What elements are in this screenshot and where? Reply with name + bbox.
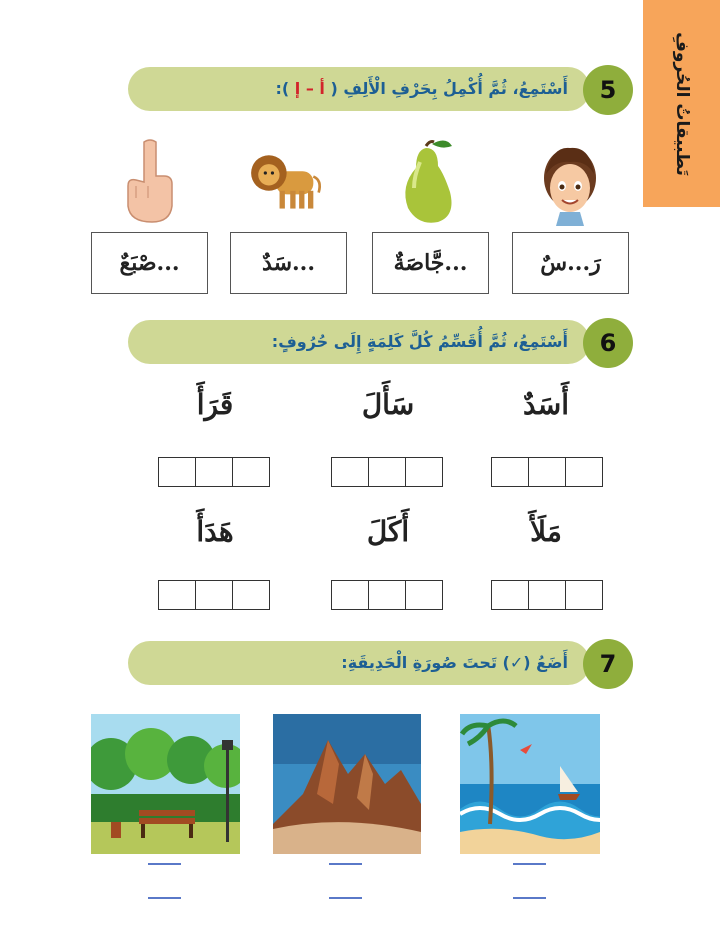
finger-image: [110, 136, 190, 226]
chapter-side-tab: [643, 0, 720, 207]
section7-number-badge: 7: [583, 639, 633, 689]
chapter-title: تَطبيقاتُ الحُروفِ: [671, 31, 692, 176]
section7-instruction: أَضَعُ (✓) تَحتَ صُورَةِ الْحَدِيقَةِ:: [341, 653, 568, 672]
word-akala: أَكَلَ: [366, 515, 410, 548]
word-malaa: مَلَأَ: [530, 515, 562, 548]
word-box-1[interactable]: رَ...سٌ: [512, 232, 629, 294]
answer-blank-park[interactable]: [148, 863, 181, 865]
letter-cells-saala[interactable]: [331, 457, 443, 487]
word-box-4[interactable]: ...صْبَعٌ: [91, 232, 208, 294]
answer-blank-beach[interactable]: [513, 863, 546, 865]
lion-image: [244, 136, 324, 226]
letter-cells-akala[interactable]: [331, 580, 443, 610]
word-box-3[interactable]: ...سَدٌ: [230, 232, 347, 294]
park-scene-image[interactable]: [91, 714, 240, 854]
answer-line-mountain[interactable]: [329, 897, 362, 899]
answer-line-beach[interactable]: [513, 897, 546, 899]
section6-number-badge: 6: [583, 318, 633, 368]
section5-number-badge: 5: [583, 65, 633, 115]
letter-cells-malaa[interactable]: [491, 580, 603, 610]
word-box-2[interactable]: ...جَّاصَةٌ: [372, 232, 489, 294]
word-hadaa: هَدَأَ: [196, 515, 234, 548]
word-qaraa: قَرَأَ: [196, 388, 234, 421]
mountain-scene-image[interactable]: [273, 714, 421, 854]
answer-line-park[interactable]: [148, 897, 181, 899]
boy-face-image: [530, 136, 610, 226]
letter-cells-qaraa[interactable]: [158, 457, 270, 487]
answer-blank-mountain[interactable]: [329, 863, 362, 865]
letter-cells-hadaa[interactable]: [158, 580, 270, 610]
word-asad: أَسَدٌ: [523, 388, 569, 421]
pear-image: [386, 136, 466, 226]
section7-instruction-bar: [128, 641, 590, 685]
section5-instruction-bar: [128, 67, 590, 111]
section5-instruction: أَسْتَمِعُ، ثُمَّ أُكْمِلُ بِحَرْفِ الْأَلِفِ ( أ – إ ):: [275, 79, 568, 98]
letter-cells-asad[interactable]: [491, 457, 603, 487]
word-saala: سَأَلَ: [361, 388, 415, 421]
beach-scene-image[interactable]: [460, 714, 600, 854]
section6-instruction-bar: [128, 320, 590, 364]
section6-instruction: أَسْتَمِعُ، ثُمَّ أُقَسِّمُ كُلَّ كَلِمَةٍ إِلَى حُرُوفٍ:: [271, 332, 568, 351]
